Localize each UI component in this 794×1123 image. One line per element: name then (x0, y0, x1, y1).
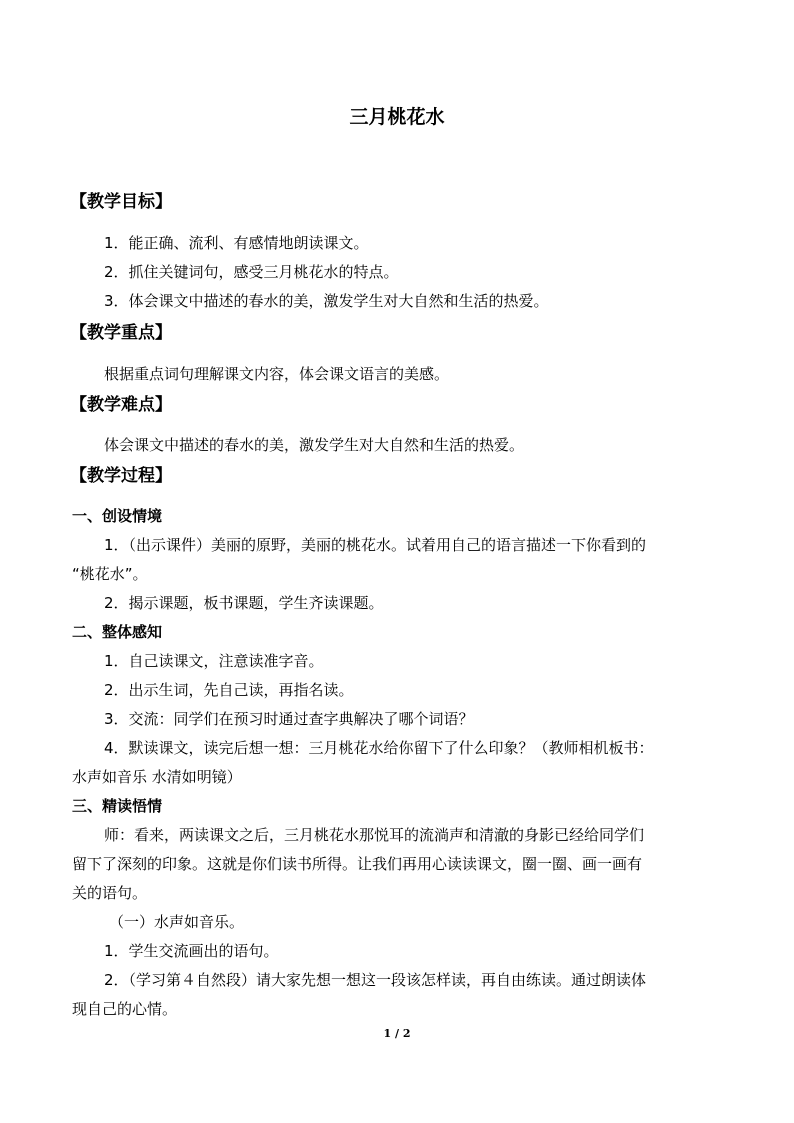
part1-line: “桃花水”。 (72, 565, 148, 583)
part2-heading: 二、整体感知 (72, 623, 163, 641)
key-heading: 【教学重点】 (70, 323, 172, 343)
part2-line: 水声如音乐 水清如明镜） (72, 768, 242, 786)
page-title: 三月桃花水 (349, 106, 445, 128)
part2-line: 3．交流：同学们在预习时通过查字典解决了哪个词语？ (104, 710, 474, 728)
process-heading: 【教学过程】 (70, 466, 172, 486)
part3-line: 1．学生交流画出的语句。 (104, 942, 279, 960)
part3-line: 现自己的心情。 (72, 1000, 178, 1018)
part3-line: 师：看来，两读课文之后，三月桃花水那悦耳的流淌声和清澈的身影已经给同学们 (104, 826, 645, 844)
part1-line: 2．揭示课题，板书课题，学生齐读课题。 (104, 594, 384, 612)
part2-line: 4．默读课文，读完后想一想：三月桃花水给你留下了什么印象？（教师相机板书： (104, 739, 654, 757)
part1-heading: 一、创设情境 (72, 507, 163, 525)
goal-item: 1．能正确、流利、有感情地朗读课文。 (104, 234, 369, 252)
goals-heading: 【教学目标】 (70, 192, 172, 212)
part3-line: 留下了深刻的印象。这就是你们读书所得。让我们再用心读读课文，圈一圈、画一画有 (72, 855, 643, 873)
part1-line: 1．（出示课件）美丽的原野，美丽的桃花水。试着用自己的语言描述一下你看到的 (104, 536, 647, 554)
goal-item: 3．体会课文中描述的春水的美，激发学生对大自然和生活的热爱。 (104, 292, 549, 310)
key-text: 根据重点词句理解课文内容，体会课文语言的美感。 (104, 365, 450, 383)
part3-line: 关的语句。 (72, 884, 148, 902)
page-number: 1 / 2 (383, 1027, 411, 1040)
part2-line: 2．出示生词，先自己读，再指名读。 (104, 681, 354, 699)
part2-line: 1．自己读课文，注意读准字音。 (104, 652, 324, 670)
difficulty-heading: 【教学难点】 (70, 395, 172, 415)
difficulty-text: 体会课文中描述的春水的美，激发学生对大自然和生活的热爱。 (104, 436, 525, 454)
part3-line: 2．（学习第４自然段）请大家先想一想这一段该怎样读，再自由练读。通过朗读体 (104, 971, 647, 989)
goal-item: 2．抓住关键词句，感受三月桃花水的特点。 (104, 263, 399, 281)
part3-heading: 三、精读悟情 (72, 797, 163, 815)
part3-line: （一）水声如音乐。 (109, 913, 245, 931)
